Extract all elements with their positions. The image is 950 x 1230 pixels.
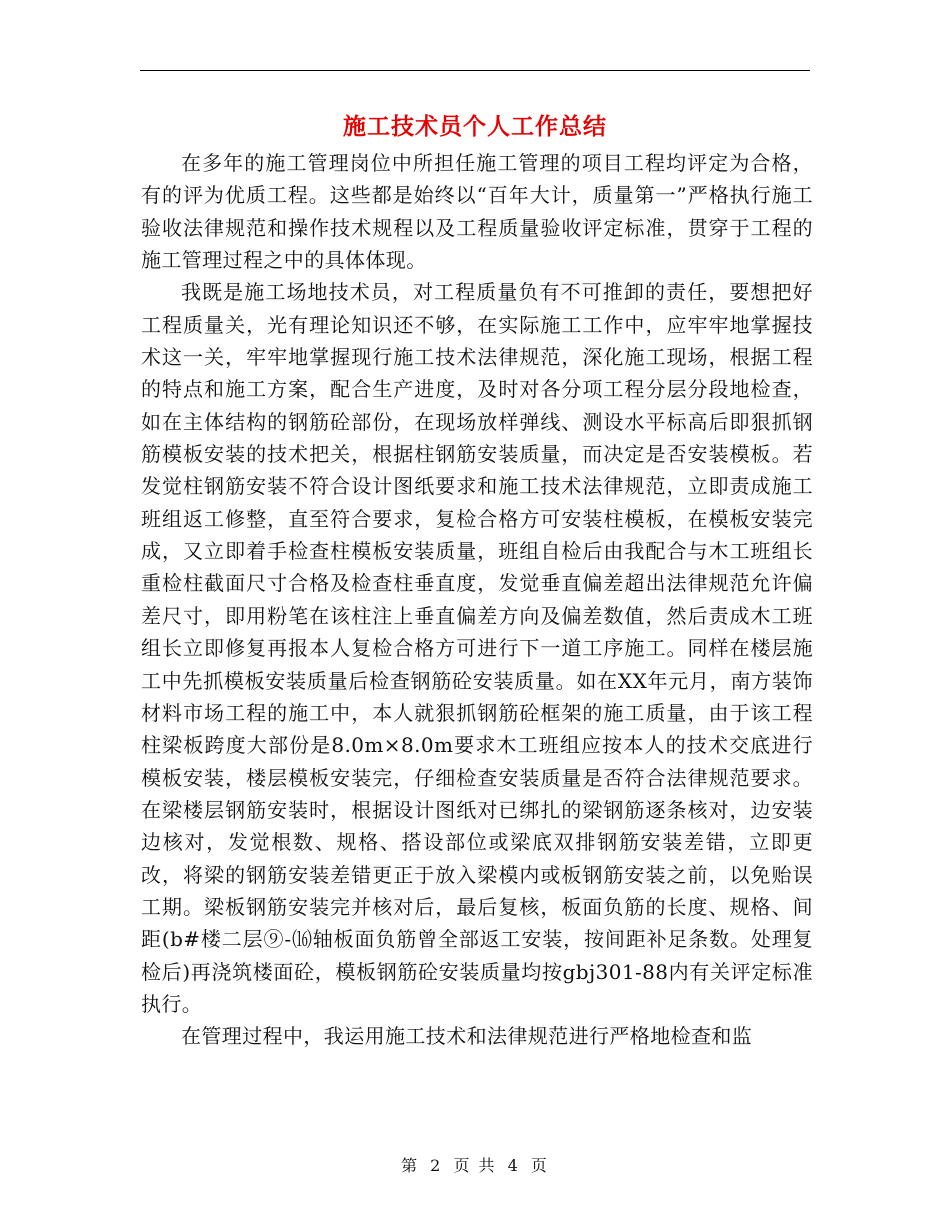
paragraph-1: 在多年的施工管理岗位中所担任施工管理的项目工程均评定为合格，有的评为优质工程。这些都是始终以“百年大计，质量第一”严格执行施工验收法律规范和操作技术规程以及工程质量验收评定标准，贯穿于工程的施工管理过程之中的具体体现。 xyxy=(141,151,813,273)
footer-prefix: 第 xyxy=(401,1156,420,1175)
footer-total-pages: 4 xyxy=(507,1156,520,1175)
paragraph-3: 在管理过程中，我运用施工技术和法律规范进行严格地检查和监 xyxy=(181,1024,753,1049)
footer-middle: 页 共 xyxy=(453,1156,497,1175)
page-footer xyxy=(0,1153,950,1176)
footer-page-number: 2 xyxy=(430,1156,443,1175)
header-rule xyxy=(140,70,810,71)
document-body xyxy=(141,147,813,1053)
document-title: 施工技术员个人工作总结 xyxy=(343,113,607,140)
paragraph-2: 我既是施工场地技术员，对工程质量负有不可推卸的责任，要想把好工程质量关，光有理论知识还不够，在实际施工工作中，应牢牢地掌握技术这一关，牢牢地掌握现行施工技术法律规范，深化施工现场，根据工程的特点和施工方案，配合生产进度，及时对各分项工程分层分段地检查，如在主体结构的钢筋砼部份，在现场放样弹线、测设水平标高后即狠抓钢筋模板安装的技术把关，根据柱钢筋安装质量，而决定是否安装模板。若发觉柱钢筋安装不符合设计图纸要求和施工技术法律规范，立即责成施工班组返工修整，直至符合要求，复检合格方可安装柱模板，在模板安装完成，又立即着手检查柱模板安装质量，班组自检后由我配合与木工班组长重检柱截面尺寸合格及检查柱垂直度，发觉垂直偏差超出法律规范允许偏差尺寸，即用粉笔在该柱注上垂直偏差方向及偏差数值，然后责成木工班组长立即修复再报本人复检合格方可进行下一道工序施工。同样在楼层施工中先抓模板安装质量后检查钢筋砼安装质量。如在XX年元月，南方装饰材料市场工程的施工中，本人就狠抓钢筋砼框架的施工质量，由于该工程柱梁板跨度大部份是8.0m×8.0m要求木工班组应按本人的技术交底进行模板安装，楼层模板安装完，仔细检查安装质量是否符合法律规范要求。在梁楼层钢筋安装时，根据设计图纸对已绑扎的梁钢筋逐条核对，边安装边核对，发觉根数、规格、搭设部位或梁底双排钢筋安装差错，立即更改，将梁的钢筋安装差错更正于放入梁模内或板钢筋安装之前，以免贻误工期。梁板钢筋安装完并核对后，最后复核，板面负筋的长度、规格、间距(b#楼二层⑨-⒃轴板面负筋曾全部返工安装，按间距补足条数。处理复检后)再浇筑楼面砼，模板钢筋砼安装质量均按gbj301-88内有关评定标准执行。 xyxy=(141,280,813,1016)
footer-suffix: 页 xyxy=(530,1156,549,1175)
